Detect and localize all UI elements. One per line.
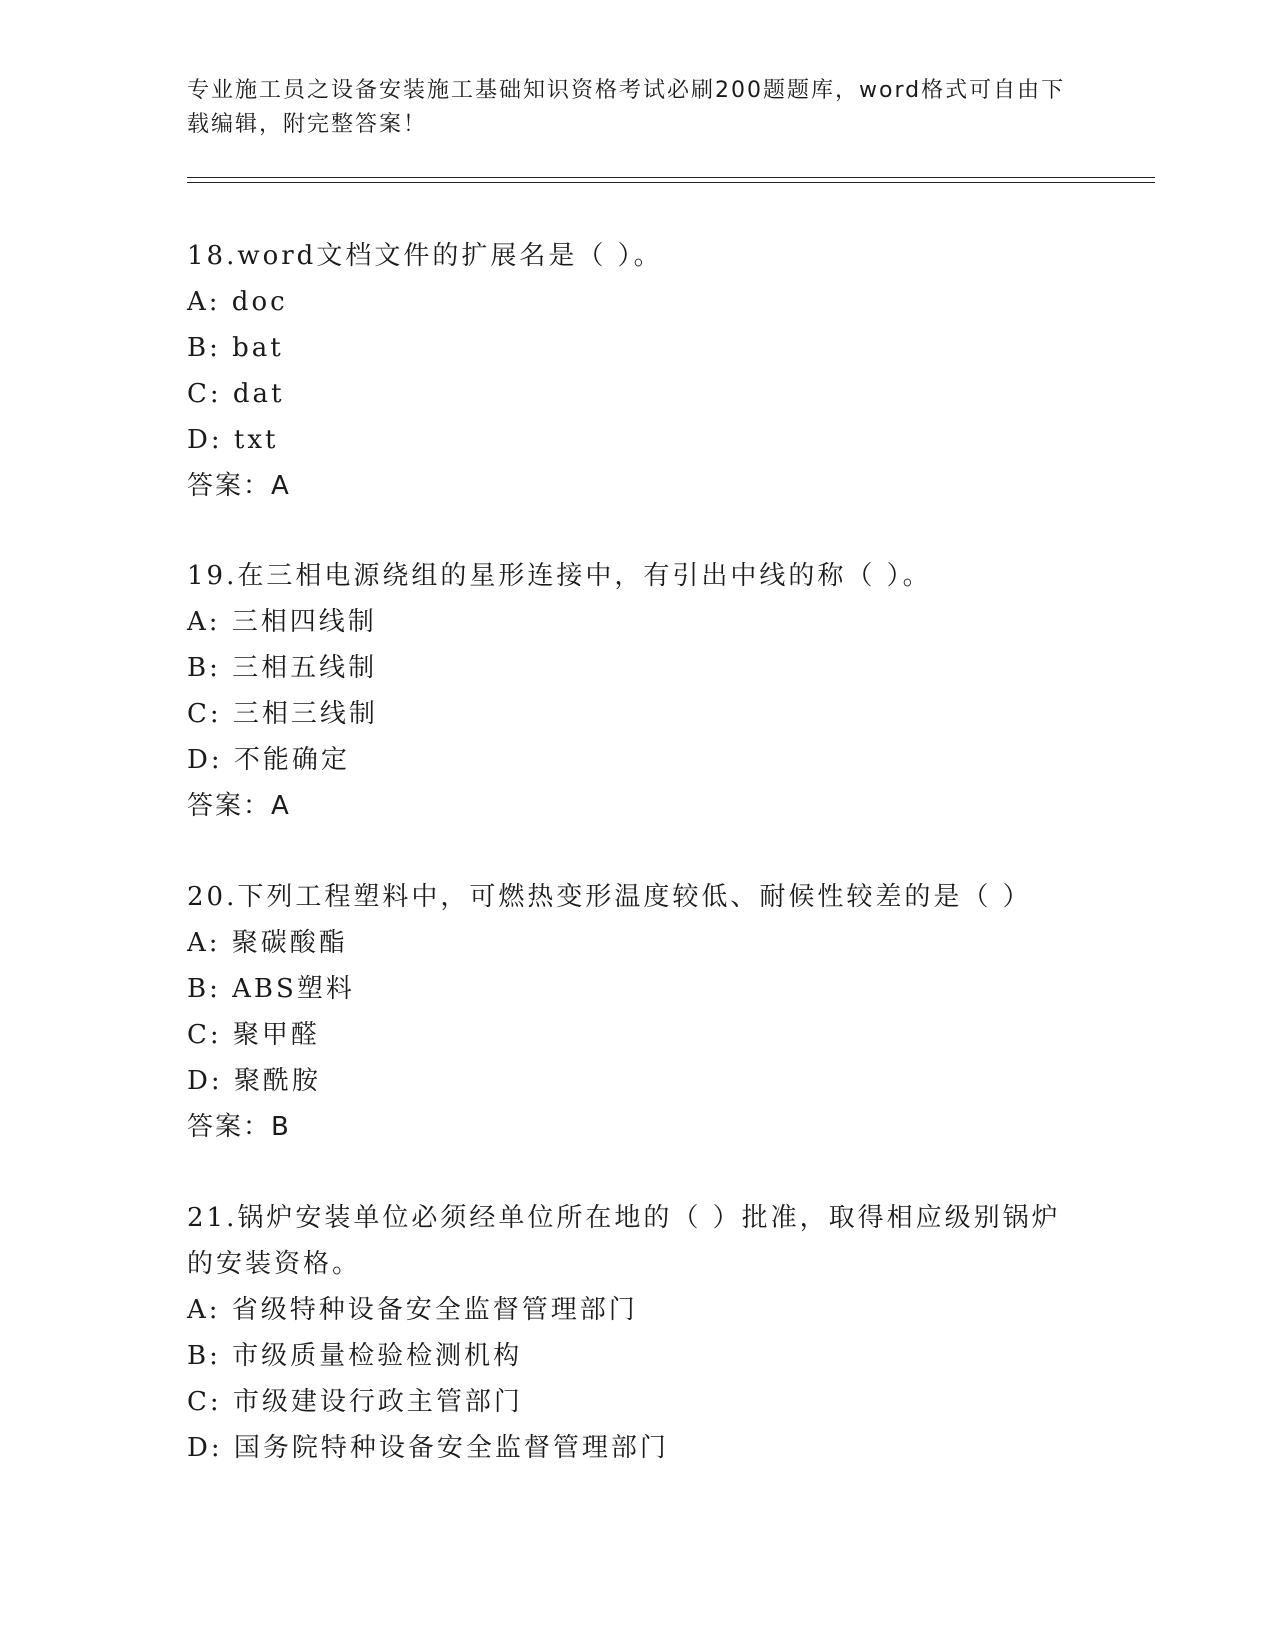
option-b: B: bat xyxy=(187,333,284,363)
option-c: C: 市级建设行政主管部门 xyxy=(187,1387,523,1417)
question-19 xyxy=(187,553,1067,829)
header-divider-bottom xyxy=(187,182,1155,183)
option-a: A: 聚碳酸酯 xyxy=(187,928,348,958)
answer-text: 答案：A xyxy=(187,471,291,501)
option-c: C: 三相三线制 xyxy=(187,699,378,729)
question-18 xyxy=(187,233,1067,509)
question-stem: 20.下列工程塑料中，可燃热变形温度较低、耐候性较差的是（ ） xyxy=(187,882,1032,912)
option-a: A: 三相四线制 xyxy=(187,607,377,637)
answer-text: 答案：A xyxy=(187,791,291,821)
question-20 xyxy=(187,874,1067,1150)
option-b: B: ABS塑料 xyxy=(187,974,355,1004)
answer-text: 答案：B xyxy=(187,1112,291,1142)
option-d: D: 不能确定 xyxy=(187,745,350,775)
option-b: B: 三相五线制 xyxy=(187,653,378,683)
question-stem: 21.锅炉安装单位必须经单位所在地的（ ）批准，取得相应级别锅炉的安装资格。 xyxy=(187,1203,1061,1279)
option-c: C: 聚甲醛 xyxy=(187,1020,320,1050)
option-d: D: 国务院特种设备安全监督管理部门 xyxy=(187,1433,669,1463)
option-a: A: doc xyxy=(187,287,288,317)
option-d: D: txt xyxy=(187,425,279,455)
option-c: C: dat xyxy=(187,379,285,409)
question-21 xyxy=(187,1195,1067,1471)
option-a: A: 省级特种设备安全监督管理部门 xyxy=(187,1295,638,1325)
option-b: B: 市级质量检验检测机构 xyxy=(187,1341,523,1371)
document-header: 专业施工员之设备安装施工基础知识资格考试必刷200题题库，word格式可自由下载编辑，附完整答案！ xyxy=(187,78,1066,137)
option-d: D: 聚酰胺 xyxy=(187,1066,321,1096)
question-stem: 19.在三相电源绕组的星形连接中，有引出中线的称（ ）。 xyxy=(187,561,932,591)
question-stem: 18.word文档文件的扩展名是（ ）。 xyxy=(187,241,663,271)
header-divider-top xyxy=(187,177,1155,178)
